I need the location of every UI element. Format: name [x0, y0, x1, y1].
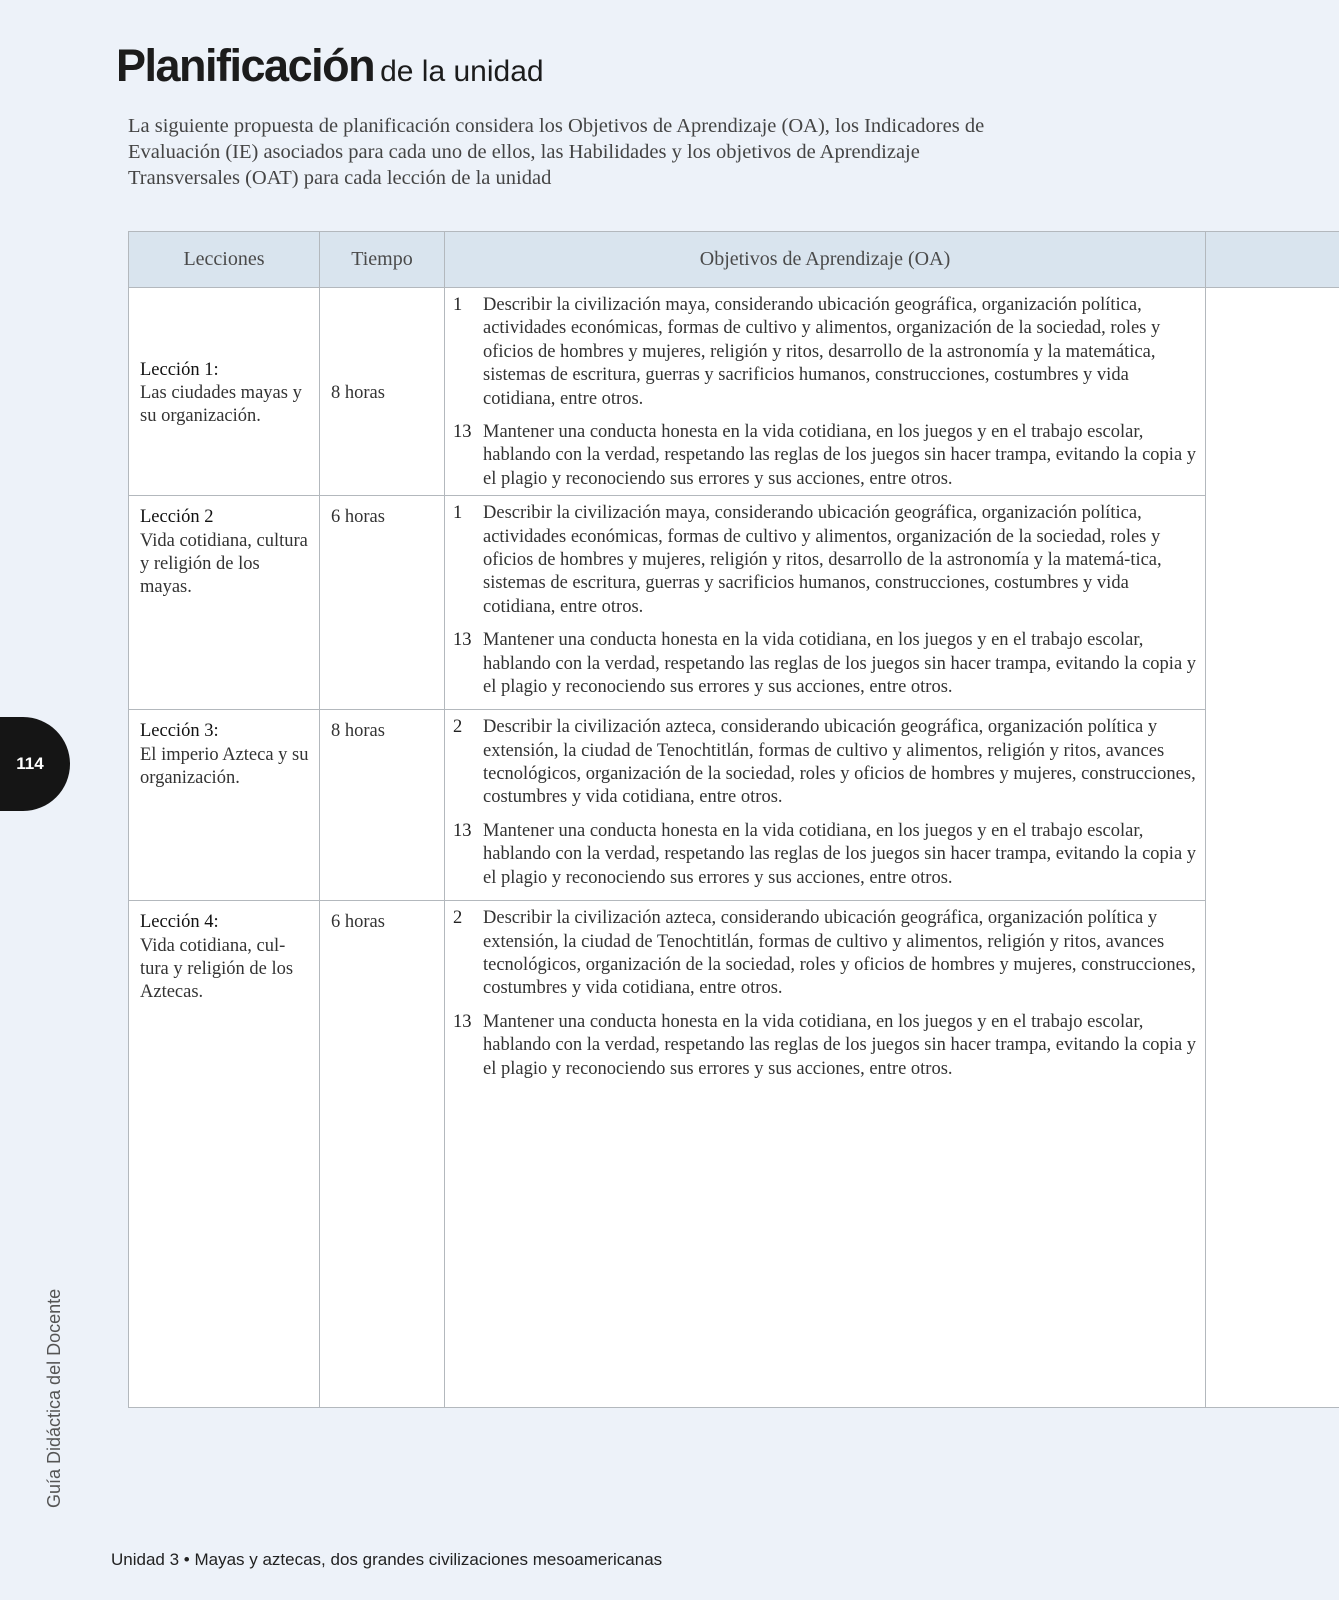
objective-text: Describir la civilización maya, considerando ubicación geográfica, organización política, actividades económicas, formas de cultivo y alimentos, organización de la sociedad, roles y oficios de hombres y mujeres, religión y ritos, desarrollo de la astronomía y la matemática, sistemas de escritura, guerras y sacrificios humanos, construcciones, costumbres y vida cotidiana, entre otros. [483, 295, 1161, 409]
objective-text: Describir la civilización azteca, considerando ubicación geográfica, organización política y extensión, la ciudad de Tenochtitlán, formas de cultivo y alimentos, religión y ritos, avances tecnológicos, organización de la sociedad, roles y oficios de hombres y mujeres, construcciones, costumbres y vida cotidiana, entre otros. [483, 717, 1196, 808]
intro-paragraph: La siguiente propuesta de planificación considera los Objetivos de Aprendizaje (OA), los Indicadores de Evaluación (IE) asociados para cada uno de ellos, las Habilidades y los objetivos de Aprendizaje Transversales (OAT) para cada lección de la unidad [128, 115, 985, 189]
objective-item [453, 421, 1197, 491]
header-objectives: Objetivos de Aprendizaje (OA) [445, 232, 1206, 288]
table-row [129, 496, 1339, 710]
objective-number: 13 [453, 820, 472, 841]
objective-number: 13 [453, 630, 472, 651]
objectives-cell [445, 901, 1206, 1408]
lesson-title: Lección 2 [140, 507, 214, 528]
time-cell: 6 horas [320, 901, 445, 1408]
objective-number: 13 [453, 422, 472, 443]
lesson-title: Lección 3: [140, 721, 219, 742]
lesson-name: El imperio Azteca y su organización. [140, 744, 309, 789]
lesson-name: Las ciudades mayas y su organización. [140, 382, 302, 427]
time-cell: 6 horas [320, 496, 445, 710]
lesson-title: Lección 1: [140, 359, 219, 380]
title-main: Planificación [116, 40, 375, 91]
objective-text: Mantener una conducta honesta en la vida cotidiana, en los juegos y en el trabajo escolar, hablando con la verdad, respetando las reglas de los juegos sin hacer trampa, evitando la copia y el plagio y reconociendo sus errores y sus acciones, entre otros. [483, 820, 1197, 888]
objective-text: Mantener una conducta honesta en la vida cotidiana, en los juegos y en el trabajo escolar, hablando con la verdad, respetando las reglas de los juegos sin hacer trampa, evitando la copia y el plagio y reconociendo sus errores y sus acciones, entre otros. [483, 1011, 1197, 1079]
objective-item [453, 716, 1197, 810]
side-label: Guía Didáctica del Docente [44, 1288, 64, 1508]
table-header-row [129, 232, 1339, 288]
lesson-title: Lección 4: [140, 912, 219, 933]
objective-number: 13 [453, 1011, 472, 1032]
objective-item [453, 629, 1197, 699]
objectives-cell [445, 710, 1206, 901]
lesson-cell [129, 496, 320, 710]
objective-item [453, 294, 1197, 411]
lesson-cell [129, 288, 320, 496]
objective-item [453, 1011, 1197, 1081]
objective-text: Mantener una conducta honesta en la vida cotidiana, en los juegos y en el trabajo escolar, hablando con la verdad, respetando las reglas de los juegos sin hacer trampa, evitando la copia y el plagio y reconociendo sus errores y sus acciones, entre otros. [483, 422, 1197, 489]
objective-number: 2 [453, 717, 463, 738]
lesson-cell [129, 710, 320, 901]
time-cell: 8 horas [320, 288, 445, 496]
objectives-cell [445, 288, 1206, 496]
objective-text: Describir la civilización azteca, considerando ubicación geográfica, organización política y extensión, la ciudad de Tenochtitlán, formas de cultivo y alimentos, religión y ritos, avances tecnológicos, organización de la sociedad, roles y oficios de hombres y mujeres, construcciones, costumbres y vida cotidiana, entre otros. [483, 908, 1196, 999]
lesson-name: Vida cotidiana, cul-tura y religión de los Aztecas. [140, 935, 294, 1003]
planning-table [128, 231, 1339, 1408]
time-cell: 8 horas [320, 710, 445, 901]
page-title [116, 40, 544, 92]
header-extra [1206, 232, 1339, 288]
footer-text: Unidad 3 • Mayas y aztecas, dos grandes civilizaciones mesoamericanas [111, 1550, 663, 1569]
extra-cell [1206, 288, 1339, 1408]
table-row [129, 288, 1339, 496]
header-time: Tiempo [320, 232, 445, 288]
objective-number: 1 [453, 295, 463, 315]
page-number: 114 [16, 754, 44, 773]
objective-number: 2 [453, 908, 463, 929]
header-lessons: Lecciones [129, 232, 320, 288]
objective-text: Describir la civilización maya, considerando ubicación geográfica, organización política, actividades económicas, formas de cultivo y alimentos, organización de la sociedad, roles y oficios de hombres y mujeres, religión y ritos, desarrollo de la astronomía y la matemá-tica, sistemas de escritura, guerras y sacrificios humanos, construcciones, costumbres y vida cotidiana, entre otros. [483, 503, 1162, 617]
objective-number: 1 [453, 503, 463, 524]
objective-item [453, 502, 1197, 619]
table-row [129, 710, 1339, 901]
objective-item [453, 907, 1197, 1001]
objective-item [453, 820, 1197, 890]
page-number-tab [0, 717, 70, 811]
table-row [129, 901, 1339, 1408]
title-sub: de la unidad [380, 55, 544, 88]
lesson-name: Vida cotidiana, cultura y religión de los mayas. [140, 530, 308, 598]
lesson-cell [129, 901, 320, 1408]
objective-text: Mantener una conducta honesta en la vida cotidiana, en los juegos y en el trabajo escolar, hablando con la verdad, respetando las reglas de los juegos sin hacer trampa, evitando la copia y el plagio y reconociendo sus errores y sus acciones, entre otros. [483, 630, 1197, 698]
objectives-cell [445, 496, 1206, 710]
